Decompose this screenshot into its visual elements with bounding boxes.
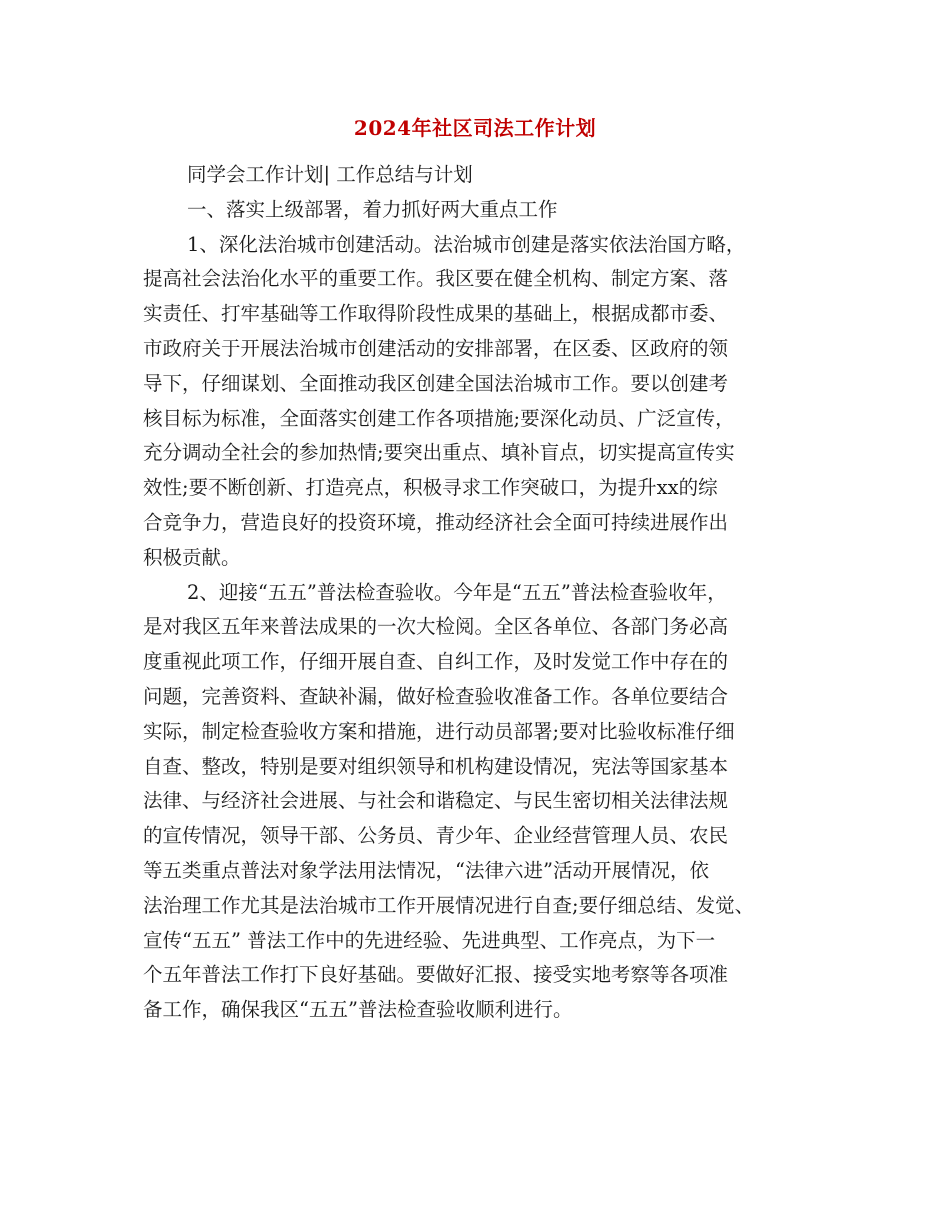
document-title: 2024年社区司法工作计划	[353, 116, 597, 140]
paragraph-line: 的宣传情况，领导干部、公务员、青少年、企业经营管理人员、农民	[143, 824, 729, 848]
paragraph-line: 是对我区五年来普法成果的一次大检阅。全区各单位、各部门务必高	[143, 615, 729, 639]
paragraph-line: 法律、与经济社会进展、与社会和谐稳定、与民生密切相关法律法规	[143, 789, 729, 813]
paragraph-line: 实际，制定检查验收方案和措施，进行动员部署;要对比验收标准仔细	[143, 719, 735, 743]
paragraph-line: 1、深化法治城市创建活动。法治城市创建是落实依法治国方略，	[187, 232, 746, 256]
paragraph-line: 积极贡献。	[143, 545, 241, 569]
paragraph-line: 度重视此项工作，仔细开展自查、自纠工作，及时发觉工作中存在的	[143, 650, 729, 674]
paragraph-line: 个五年普法工作打下良好基础。要做好汇报、接受实地考察等各项准	[143, 963, 729, 987]
paragraph-line: 导下，仔细谋划、全面推动我区创建全国法治城市工作。要以创建考	[143, 371, 729, 395]
paragraph-line: 问题，完善资料、查缺补漏，做好检查验收准备工作。各单位要结合	[143, 684, 729, 708]
paragraph-line: 核目标为标准，全面落实创建工作各项措施;要深化动员、广泛宣传，	[143, 406, 735, 430]
paragraph-line: 同学会工作计划| 工作总结与计划	[187, 163, 473, 186]
paragraph-line: 等五类重点普法对象学法用法情况，“法律六进”活动开展情况，依	[143, 858, 709, 882]
paragraph-line: 宣传“五五” 普法工作中的先进经验、先进典型、工作亮点，为下一	[143, 928, 716, 952]
paragraph-line: 合竞争力，营造良好的投资环境，推动经济社会全面可持续进展作出	[143, 510, 729, 534]
paragraph-line: 自查、整改，特别是要对组织领导和机构建设情况，宪法等国家基本	[143, 754, 729, 778]
paragraph-line: 效性;要不断创新、打造亮点，积极寻求工作突破口，为提升xx的综	[143, 476, 718, 500]
paragraph-line: 充分调动全社会的参加热情;要突出重点、填补盲点，切实提高宣传实	[143, 441, 735, 465]
paragraph-line: 法治理工作尤其是法治城市工作开展情况进行自查;要仔细总结、发觉、	[143, 893, 755, 917]
paragraph-line: 市政府关于开展法治城市创建活动的安排部署，在区委、区政府的领	[143, 336, 729, 360]
paragraph-line: 2、迎接“五五”普法检查验收。今年是“五五”普法检查验收年，	[187, 580, 727, 604]
paragraph-line: 一、落实上级部署，着力抓好两大重点工作	[187, 197, 558, 221]
paragraph-line: 实责任、打牢基础等工作取得阶段性成果的基础上，根据成都市委、	[143, 302, 729, 326]
paragraph-line: 提高社会法治化水平的重要工作。我区要在健全机构、制定方案、落	[143, 267, 729, 291]
document-body	[143, 158, 833, 1028]
paragraph-line: 备工作，确保我区“五五”普法检查验收顺利进行。	[143, 998, 573, 1022]
